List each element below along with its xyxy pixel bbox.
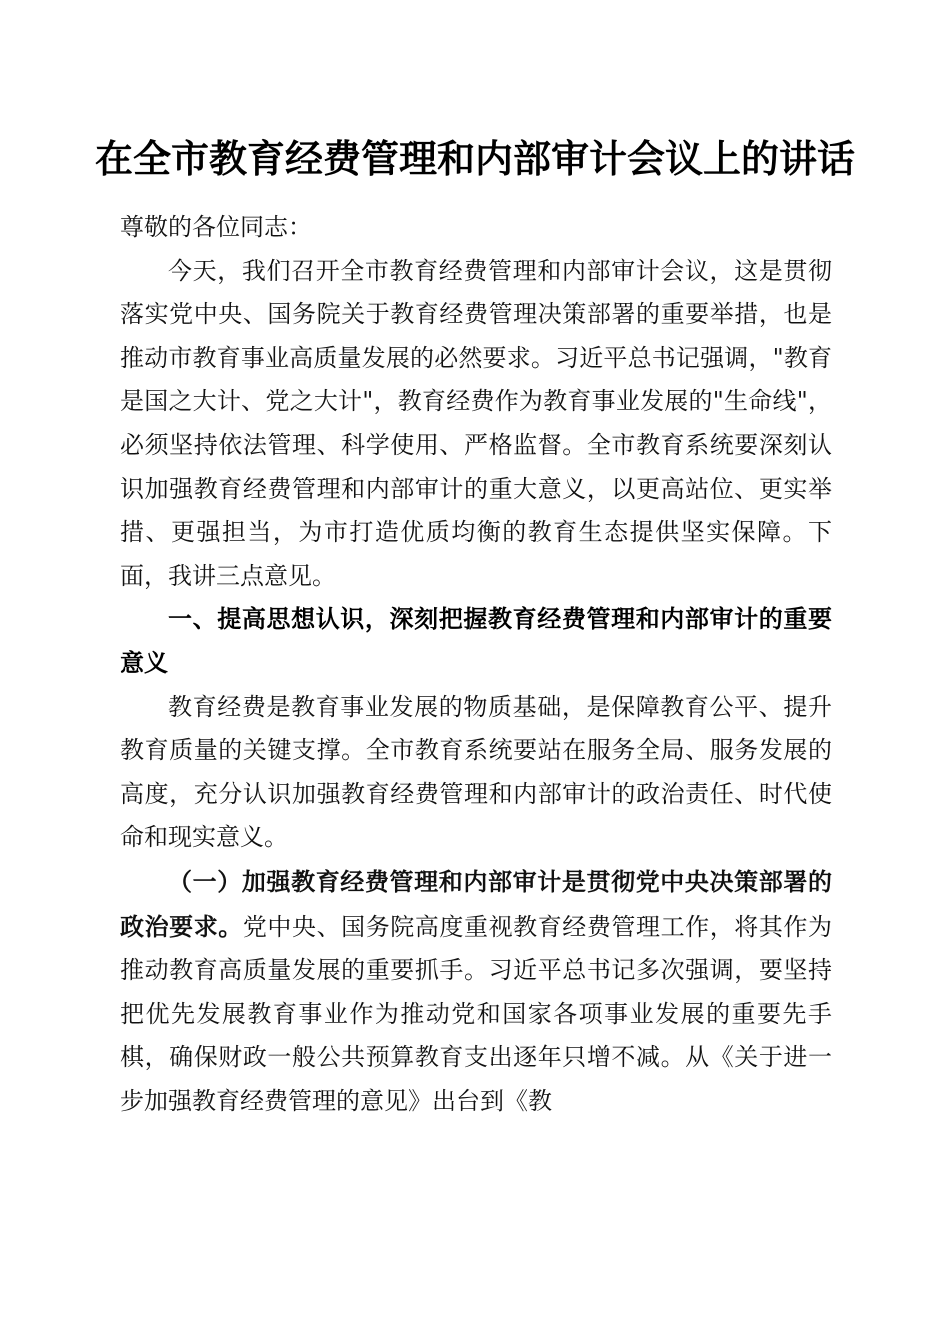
section-1-intro-paragraph: 教育经费是教育事业发展的物质基础，是保障教育公平、提升教育质量的关键支撑。全市教育系统要站在服务全局、服务发展的高度，充分认识加强教育经费管理和内部审计的政治责任、时代使命和现实意义。 (120, 692, 832, 852)
subsection-1-paragraph (120, 860, 832, 1124)
document-title: 在全市教育经费管理和内部审计会议上的讲话 (94, 136, 855, 181)
subsection-1-text: 党中央、国务院高度重视教育经费管理工作，将其作为推动教育高质量发展的重要抓手。习近平总书记多次强调，要坚持把优先发展教育事业作为推动党和国家各项事业发展的重要先手棋，确保财政一般公共预算教育支出逐年只增不减。从《关于进一步加强教育经费管理的意见》出台到《教 (120, 912, 833, 1115)
subsection-1-lead: （一）加强教育经费管理和内部审计是贯彻党中央决策部署的政治要求。 (120, 866, 832, 941)
salutation: 尊敬的各位同志： (120, 213, 312, 241)
document-body (120, 206, 832, 1123)
section-heading-1: 一、提高思想认识，深刻把握教育经费管理和内部审计的重要意义 (120, 605, 832, 677)
opening-paragraph: 今天，我们召开全市教育经费管理和内部审计会议，这是贯彻落实党中央、国务院关于教育经费管理决策部署的重要举措，也是推动市教育事业高质量发展的必然要求。习近平总书记强调，"教育是国之大计、党之大计"，教育经费作为教育事业发展的"生命线"，必须坚持依法管理、科学使用、严格监督。全市教育系统要深刻认识加强教育经费管理和内部审计的重大意义，以更高站位、更实举措、更强担当，为市打造优质均衡的教育生态提供坚实保障。下面，我讲三点意见。 (120, 256, 832, 590)
